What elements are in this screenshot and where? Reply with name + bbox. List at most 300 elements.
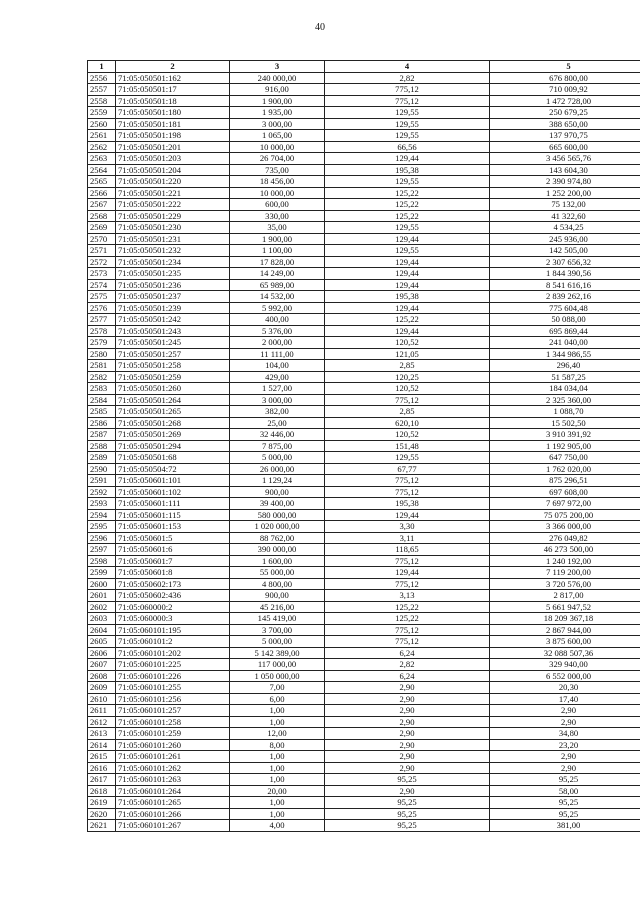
cadastral-number-cell: 71:05:060101:262 — [116, 762, 230, 774]
row-number-cell: 2618 — [88, 785, 116, 797]
rate-cell: 620,10 — [325, 417, 490, 429]
row-number-cell: 2611 — [88, 705, 116, 717]
rate-cell: 129,55 — [325, 222, 490, 234]
row-number-cell: 2599 — [88, 567, 116, 579]
table-row — [88, 797, 640, 809]
row-number-cell: 2572 — [88, 256, 116, 268]
cadastral-number-cell: 71:05:050501:203 — [116, 153, 230, 165]
table-row — [88, 279, 640, 291]
row-number-cell: 2591 — [88, 475, 116, 487]
rate-cell: 3,30 — [325, 521, 490, 533]
row-number-cell: 2603 — [88, 613, 116, 625]
value-cell: 7 119 200,00 — [490, 567, 640, 579]
table-row — [88, 72, 640, 84]
cadastral-number-cell: 71:05:060101:195 — [116, 624, 230, 636]
cadastral-number-cell: 71:05:050601:6 — [116, 544, 230, 556]
value-cell: 3 720 576,00 — [490, 578, 640, 590]
cadastral-number-cell: 71:05:060101:267 — [116, 820, 230, 832]
table-row — [88, 486, 640, 498]
cadastral-number-cell: 71:05:060101:258 — [116, 716, 230, 728]
area-cell: 1 935,00 — [230, 107, 325, 119]
table-row — [88, 463, 640, 475]
rate-cell: 195,38 — [325, 164, 490, 176]
area-cell: 1,00 — [230, 751, 325, 763]
value-cell: 695 869,44 — [490, 325, 640, 337]
area-cell: 55 000,00 — [230, 567, 325, 579]
value-cell: 75 075 200,00 — [490, 509, 640, 521]
row-number-cell: 2566 — [88, 187, 116, 199]
area-cell: 390 000,00 — [230, 544, 325, 556]
value-cell: 329 940,00 — [490, 659, 640, 671]
table-row — [88, 647, 640, 659]
cadastral-number-cell: 71:05:050501:204 — [116, 164, 230, 176]
table-row — [88, 130, 640, 142]
cadastral-number-cell: 71:05:050501:229 — [116, 210, 230, 222]
rate-cell: 129,55 — [325, 130, 490, 142]
cadastral-number-cell: 71:05:050501:234 — [116, 256, 230, 268]
table-row — [88, 693, 640, 705]
rate-cell: 2,90 — [325, 682, 490, 694]
rate-cell: 2,90 — [325, 693, 490, 705]
area-cell: 4 800,00 — [230, 578, 325, 590]
row-number-cell: 2620 — [88, 808, 116, 820]
area-cell: 1 527,00 — [230, 383, 325, 395]
row-number-cell: 2590 — [88, 463, 116, 475]
value-cell: 20,30 — [490, 682, 640, 694]
row-number-cell: 2594 — [88, 509, 116, 521]
row-number-cell: 2571 — [88, 245, 116, 257]
area-cell: 145 419,00 — [230, 613, 325, 625]
row-number-cell: 2562 — [88, 141, 116, 153]
row-number-cell: 2564 — [88, 164, 116, 176]
value-cell: 250 679,25 — [490, 107, 640, 119]
area-cell: 14 249,00 — [230, 268, 325, 280]
row-number-cell: 2582 — [88, 371, 116, 383]
value-cell: 676 800,00 — [490, 72, 640, 84]
rate-cell: 95,25 — [325, 774, 490, 786]
area-cell: 25,00 — [230, 417, 325, 429]
cadastral-number-cell: 71:05:060101:263 — [116, 774, 230, 786]
cadastral-number-cell: 71:05:060101:256 — [116, 693, 230, 705]
area-cell: 5 376,00 — [230, 325, 325, 337]
row-number-cell: 2570 — [88, 233, 116, 245]
area-cell: 2 000,00 — [230, 337, 325, 349]
row-number-cell: 2583 — [88, 383, 116, 395]
table-row — [88, 509, 640, 521]
rate-cell: 118,65 — [325, 544, 490, 556]
cadastral-number-cell: 71:05:050501:162 — [116, 72, 230, 84]
value-cell: 775 604,48 — [490, 302, 640, 314]
rate-cell: 121,05 — [325, 348, 490, 360]
table-row — [88, 785, 640, 797]
rate-cell: 125,22 — [325, 210, 490, 222]
table-row — [88, 716, 640, 728]
value-cell: 241 040,00 — [490, 337, 640, 349]
table-row — [88, 555, 640, 567]
area-cell: 26 704,00 — [230, 153, 325, 165]
value-cell: 665 600,00 — [490, 141, 640, 153]
cadastral-number-cell: 71:05:050501:260 — [116, 383, 230, 395]
area-cell: 1,00 — [230, 705, 325, 717]
value-cell: 2 817,00 — [490, 590, 640, 602]
rate-cell: 120,52 — [325, 337, 490, 349]
cadastral-number-cell: 71:05:060101:255 — [116, 682, 230, 694]
table-row — [88, 774, 640, 786]
area-cell: 1,00 — [230, 808, 325, 820]
rate-cell: 129,44 — [325, 233, 490, 245]
area-cell: 32 446,00 — [230, 429, 325, 441]
row-number-cell: 2563 — [88, 153, 116, 165]
value-cell: 15 502,50 — [490, 417, 640, 429]
rate-cell: 775,12 — [325, 624, 490, 636]
table-row — [88, 751, 640, 763]
cadastral-number-cell: 71:05:060101:266 — [116, 808, 230, 820]
rate-cell: 129,44 — [325, 256, 490, 268]
row-number-cell: 2573 — [88, 268, 116, 280]
value-cell: 2 867 944,00 — [490, 624, 640, 636]
area-cell: 1,00 — [230, 762, 325, 774]
row-number-cell: 2559 — [88, 107, 116, 119]
rate-cell: 129,44 — [325, 153, 490, 165]
table-row — [88, 164, 640, 176]
value-cell: 697 608,00 — [490, 486, 640, 498]
cadastral-number-cell: 71:05:050601:5 — [116, 532, 230, 544]
column-header-3: 3 — [230, 61, 325, 73]
area-cell: 8,00 — [230, 739, 325, 751]
row-number-cell: 2596 — [88, 532, 116, 544]
value-cell: 245 936,00 — [490, 233, 640, 245]
rate-cell: 2,90 — [325, 716, 490, 728]
row-number-cell: 2576 — [88, 302, 116, 314]
area-cell: 7,00 — [230, 682, 325, 694]
area-cell: 5 000,00 — [230, 452, 325, 464]
cadastral-number-cell: 71:05:050501:230 — [116, 222, 230, 234]
rate-cell: 129,55 — [325, 107, 490, 119]
cadastral-number-cell: 71:05:050602:436 — [116, 590, 230, 602]
area-cell: 1 600,00 — [230, 555, 325, 567]
rate-cell: 129,44 — [325, 567, 490, 579]
table-row — [88, 141, 640, 153]
row-number-cell: 2609 — [88, 682, 116, 694]
area-cell: 7 875,00 — [230, 440, 325, 452]
cadastral-number-cell: 71:05:050501:265 — [116, 406, 230, 418]
rate-cell: 129,55 — [325, 176, 490, 188]
row-number-cell: 2575 — [88, 291, 116, 303]
cadastral-number-cell: 71:05:050501:232 — [116, 245, 230, 257]
area-cell: 65 989,00 — [230, 279, 325, 291]
table-row — [88, 187, 640, 199]
table-row — [88, 762, 640, 774]
table-row — [88, 739, 640, 751]
rate-cell: 2,90 — [325, 739, 490, 751]
rate-cell: 129,44 — [325, 325, 490, 337]
row-number-cell: 2615 — [88, 751, 116, 763]
value-cell: 142 505,00 — [490, 245, 640, 257]
area-cell: 1,00 — [230, 797, 325, 809]
value-cell: 2,90 — [490, 705, 640, 717]
row-number-cell: 2586 — [88, 417, 116, 429]
value-cell: 2,90 — [490, 751, 640, 763]
rate-cell: 125,22 — [325, 314, 490, 326]
cadastral-number-cell: 71:05:050501:17 — [116, 84, 230, 96]
row-number-cell: 2606 — [88, 647, 116, 659]
value-cell: 276 049,82 — [490, 532, 640, 544]
row-number-cell: 2581 — [88, 360, 116, 372]
column-header-5: 5 — [490, 61, 640, 73]
value-cell: 95,25 — [490, 797, 640, 809]
area-cell: 1,00 — [230, 716, 325, 728]
area-cell: 3 000,00 — [230, 118, 325, 130]
row-number-cell: 2585 — [88, 406, 116, 418]
row-number-cell: 2567 — [88, 199, 116, 211]
row-number-cell: 2604 — [88, 624, 116, 636]
table-row — [88, 199, 640, 211]
row-number-cell: 2584 — [88, 394, 116, 406]
rate-cell: 195,38 — [325, 498, 490, 510]
table-row — [88, 245, 640, 257]
row-number-cell: 2593 — [88, 498, 116, 510]
table-row — [88, 532, 640, 544]
row-number-cell: 2597 — [88, 544, 116, 556]
table-row — [88, 222, 640, 234]
table-row — [88, 118, 640, 130]
rate-cell: 775,12 — [325, 84, 490, 96]
table-row — [88, 176, 640, 188]
table-row — [88, 256, 640, 268]
cadastral-number-cell: 71:05:050501:198 — [116, 130, 230, 142]
row-number-cell: 2595 — [88, 521, 116, 533]
value-cell: 23,20 — [490, 739, 640, 751]
table-row — [88, 808, 640, 820]
value-cell: 2,90 — [490, 716, 640, 728]
row-number-cell: 2580 — [88, 348, 116, 360]
row-number-cell: 2610 — [88, 693, 116, 705]
rate-cell: 2,90 — [325, 728, 490, 740]
row-number-cell: 2569 — [88, 222, 116, 234]
rate-cell: 95,25 — [325, 808, 490, 820]
header-row — [88, 61, 640, 73]
rate-cell: 2,82 — [325, 659, 490, 671]
value-cell: 381,00 — [490, 820, 640, 832]
rate-cell: 129,44 — [325, 509, 490, 521]
rate-cell: 775,12 — [325, 394, 490, 406]
cadastral-number-cell: 71:05:050501:258 — [116, 360, 230, 372]
table-row — [88, 394, 640, 406]
area-cell: 12,00 — [230, 728, 325, 740]
table-row — [88, 670, 640, 682]
value-cell: 50 088,00 — [490, 314, 640, 326]
row-number-cell: 2605 — [88, 636, 116, 648]
cadastral-number-cell: 71:05:050501:18 — [116, 95, 230, 107]
area-cell: 1 900,00 — [230, 233, 325, 245]
table-row — [88, 567, 640, 579]
cadastral-value-table — [87, 60, 640, 832]
table-row — [88, 820, 640, 832]
table-row — [88, 337, 640, 349]
row-number-cell: 2579 — [88, 337, 116, 349]
area-cell: 1 900,00 — [230, 95, 325, 107]
area-cell: 14 532,00 — [230, 291, 325, 303]
value-cell: 7 697 972,00 — [490, 498, 640, 510]
rate-cell: 2,85 — [325, 406, 490, 418]
row-number-cell: 2556 — [88, 72, 116, 84]
area-cell: 88 762,00 — [230, 532, 325, 544]
cadastral-number-cell: 71:05:050501:269 — [116, 429, 230, 441]
rate-cell: 129,55 — [325, 245, 490, 257]
rate-cell: 120,25 — [325, 371, 490, 383]
value-cell: 5 661 947,52 — [490, 601, 640, 613]
row-number-cell: 2574 — [88, 279, 116, 291]
cadastral-number-cell: 71:05:050501:180 — [116, 107, 230, 119]
table-row — [88, 371, 640, 383]
rate-cell: 3,11 — [325, 532, 490, 544]
table-row — [88, 360, 640, 372]
rate-cell: 775,12 — [325, 475, 490, 487]
table-row — [88, 233, 640, 245]
row-number-cell: 2587 — [88, 429, 116, 441]
rate-cell: 129,55 — [325, 452, 490, 464]
cadastral-number-cell: 71:05:050601:101 — [116, 475, 230, 487]
rate-cell: 129,44 — [325, 268, 490, 280]
cadastral-number-cell: 71:05:050501:239 — [116, 302, 230, 314]
cadastral-number-cell: 71:05:060101:259 — [116, 728, 230, 740]
area-cell: 5 142 389,00 — [230, 647, 325, 659]
row-number-cell: 2616 — [88, 762, 116, 774]
rate-cell: 125,22 — [325, 601, 490, 613]
cadastral-number-cell: 71:05:060101:260 — [116, 739, 230, 751]
value-cell: 3 366 000,00 — [490, 521, 640, 533]
area-cell: 382,00 — [230, 406, 325, 418]
value-cell: 18 209 367,18 — [490, 613, 640, 625]
cadastral-number-cell: 71:05:050501:68 — [116, 452, 230, 464]
value-cell: 41 322,60 — [490, 210, 640, 222]
row-number-cell: 2617 — [88, 774, 116, 786]
table-row — [88, 728, 640, 740]
table-row — [88, 417, 640, 429]
cadastral-number-cell: 71:05:050602:173 — [116, 578, 230, 590]
column-header-2: 2 — [116, 61, 230, 73]
area-cell: 35,00 — [230, 222, 325, 234]
area-cell: 580 000,00 — [230, 509, 325, 521]
cadastral-number-cell: 71:05:050601:153 — [116, 521, 230, 533]
value-cell: 388 650,00 — [490, 118, 640, 130]
rate-cell: 195,38 — [325, 291, 490, 303]
value-cell: 1 252 200,00 — [490, 187, 640, 199]
table-row — [88, 383, 640, 395]
rate-cell: 2,90 — [325, 762, 490, 774]
cadastral-number-cell: 71:05:060101:2 — [116, 636, 230, 648]
value-cell: 1 240 192,00 — [490, 555, 640, 567]
cadastral-number-cell: 71:05:060101:264 — [116, 785, 230, 797]
rate-cell: 775,12 — [325, 555, 490, 567]
table-row — [88, 475, 640, 487]
cadastral-number-cell: 71:05:050501:181 — [116, 118, 230, 130]
table-row — [88, 624, 640, 636]
rate-cell: 151,48 — [325, 440, 490, 452]
cadastral-number-cell: 71:05:050501:259 — [116, 371, 230, 383]
rate-cell: 129,44 — [325, 302, 490, 314]
table-row — [88, 521, 640, 533]
rate-cell: 3,13 — [325, 590, 490, 602]
table-row — [88, 590, 640, 602]
table-row — [88, 440, 640, 452]
cadastral-number-cell: 71:05:060101:226 — [116, 670, 230, 682]
table-row — [88, 578, 640, 590]
cadastral-number-cell: 71:05:050501:201 — [116, 141, 230, 153]
value-cell: 184 034,04 — [490, 383, 640, 395]
table-row — [88, 302, 640, 314]
rate-cell: 775,12 — [325, 486, 490, 498]
row-number-cell: 2619 — [88, 797, 116, 809]
value-cell: 4 534,25 — [490, 222, 640, 234]
table-row — [88, 636, 640, 648]
cadastral-number-cell: 71:05:060101:261 — [116, 751, 230, 763]
row-number-cell: 2613 — [88, 728, 116, 740]
cadastral-number-cell: 71:05:060000:2 — [116, 601, 230, 613]
rate-cell: 66,56 — [325, 141, 490, 153]
area-cell: 5 992,00 — [230, 302, 325, 314]
area-cell: 20,00 — [230, 785, 325, 797]
rate-cell: 95,25 — [325, 797, 490, 809]
value-cell: 875 296,51 — [490, 475, 640, 487]
value-cell: 2 839 262,16 — [490, 291, 640, 303]
area-cell: 1 129,24 — [230, 475, 325, 487]
area-cell: 5 000,00 — [230, 636, 325, 648]
cadastral-number-cell: 71:05:050501:231 — [116, 233, 230, 245]
rate-cell: 120,52 — [325, 383, 490, 395]
cadastral-number-cell: 71:05:050601:7 — [116, 555, 230, 567]
rate-cell: 775,12 — [325, 578, 490, 590]
table-row — [88, 406, 640, 418]
cadastral-number-cell: 71:05:060101:202 — [116, 647, 230, 659]
value-cell: 1 844 390,56 — [490, 268, 640, 280]
value-cell: 2 307 656,32 — [490, 256, 640, 268]
rate-cell: 2,90 — [325, 785, 490, 797]
table-body — [88, 72, 640, 831]
row-number-cell: 2588 — [88, 440, 116, 452]
value-cell: 17,40 — [490, 693, 640, 705]
rate-cell: 125,22 — [325, 187, 490, 199]
cadastral-number-cell: 71:05:050501:235 — [116, 268, 230, 280]
cadastral-number-cell: 71:05:050601:102 — [116, 486, 230, 498]
table-row — [88, 613, 640, 625]
cadastral-number-cell: 71:05:050501:294 — [116, 440, 230, 452]
area-cell: 1,00 — [230, 774, 325, 786]
rate-cell: 129,55 — [325, 118, 490, 130]
cadastral-number-cell: 71:05:060101:225 — [116, 659, 230, 671]
cadastral-number-cell: 71:05:050501:222 — [116, 199, 230, 211]
value-cell: 3 875 600,00 — [490, 636, 640, 648]
area-cell: 117 000,00 — [230, 659, 325, 671]
rate-cell: 129,44 — [325, 279, 490, 291]
cadastral-number-cell: 71:05:050501:220 — [116, 176, 230, 188]
row-number-cell: 2578 — [88, 325, 116, 337]
table-row — [88, 268, 640, 280]
area-cell: 330,00 — [230, 210, 325, 222]
cadastral-number-cell: 71:05:050501:243 — [116, 325, 230, 337]
value-cell: 3 910 391,92 — [490, 429, 640, 441]
area-cell: 45 216,00 — [230, 601, 325, 613]
row-number-cell: 2607 — [88, 659, 116, 671]
value-cell: 1 762 020,00 — [490, 463, 640, 475]
column-header-4: 4 — [325, 61, 490, 73]
value-cell: 137 970,75 — [490, 130, 640, 142]
area-cell: 1 100,00 — [230, 245, 325, 257]
table-row — [88, 84, 640, 96]
row-number-cell: 2557 — [88, 84, 116, 96]
table-row — [88, 705, 640, 717]
table-row — [88, 659, 640, 671]
